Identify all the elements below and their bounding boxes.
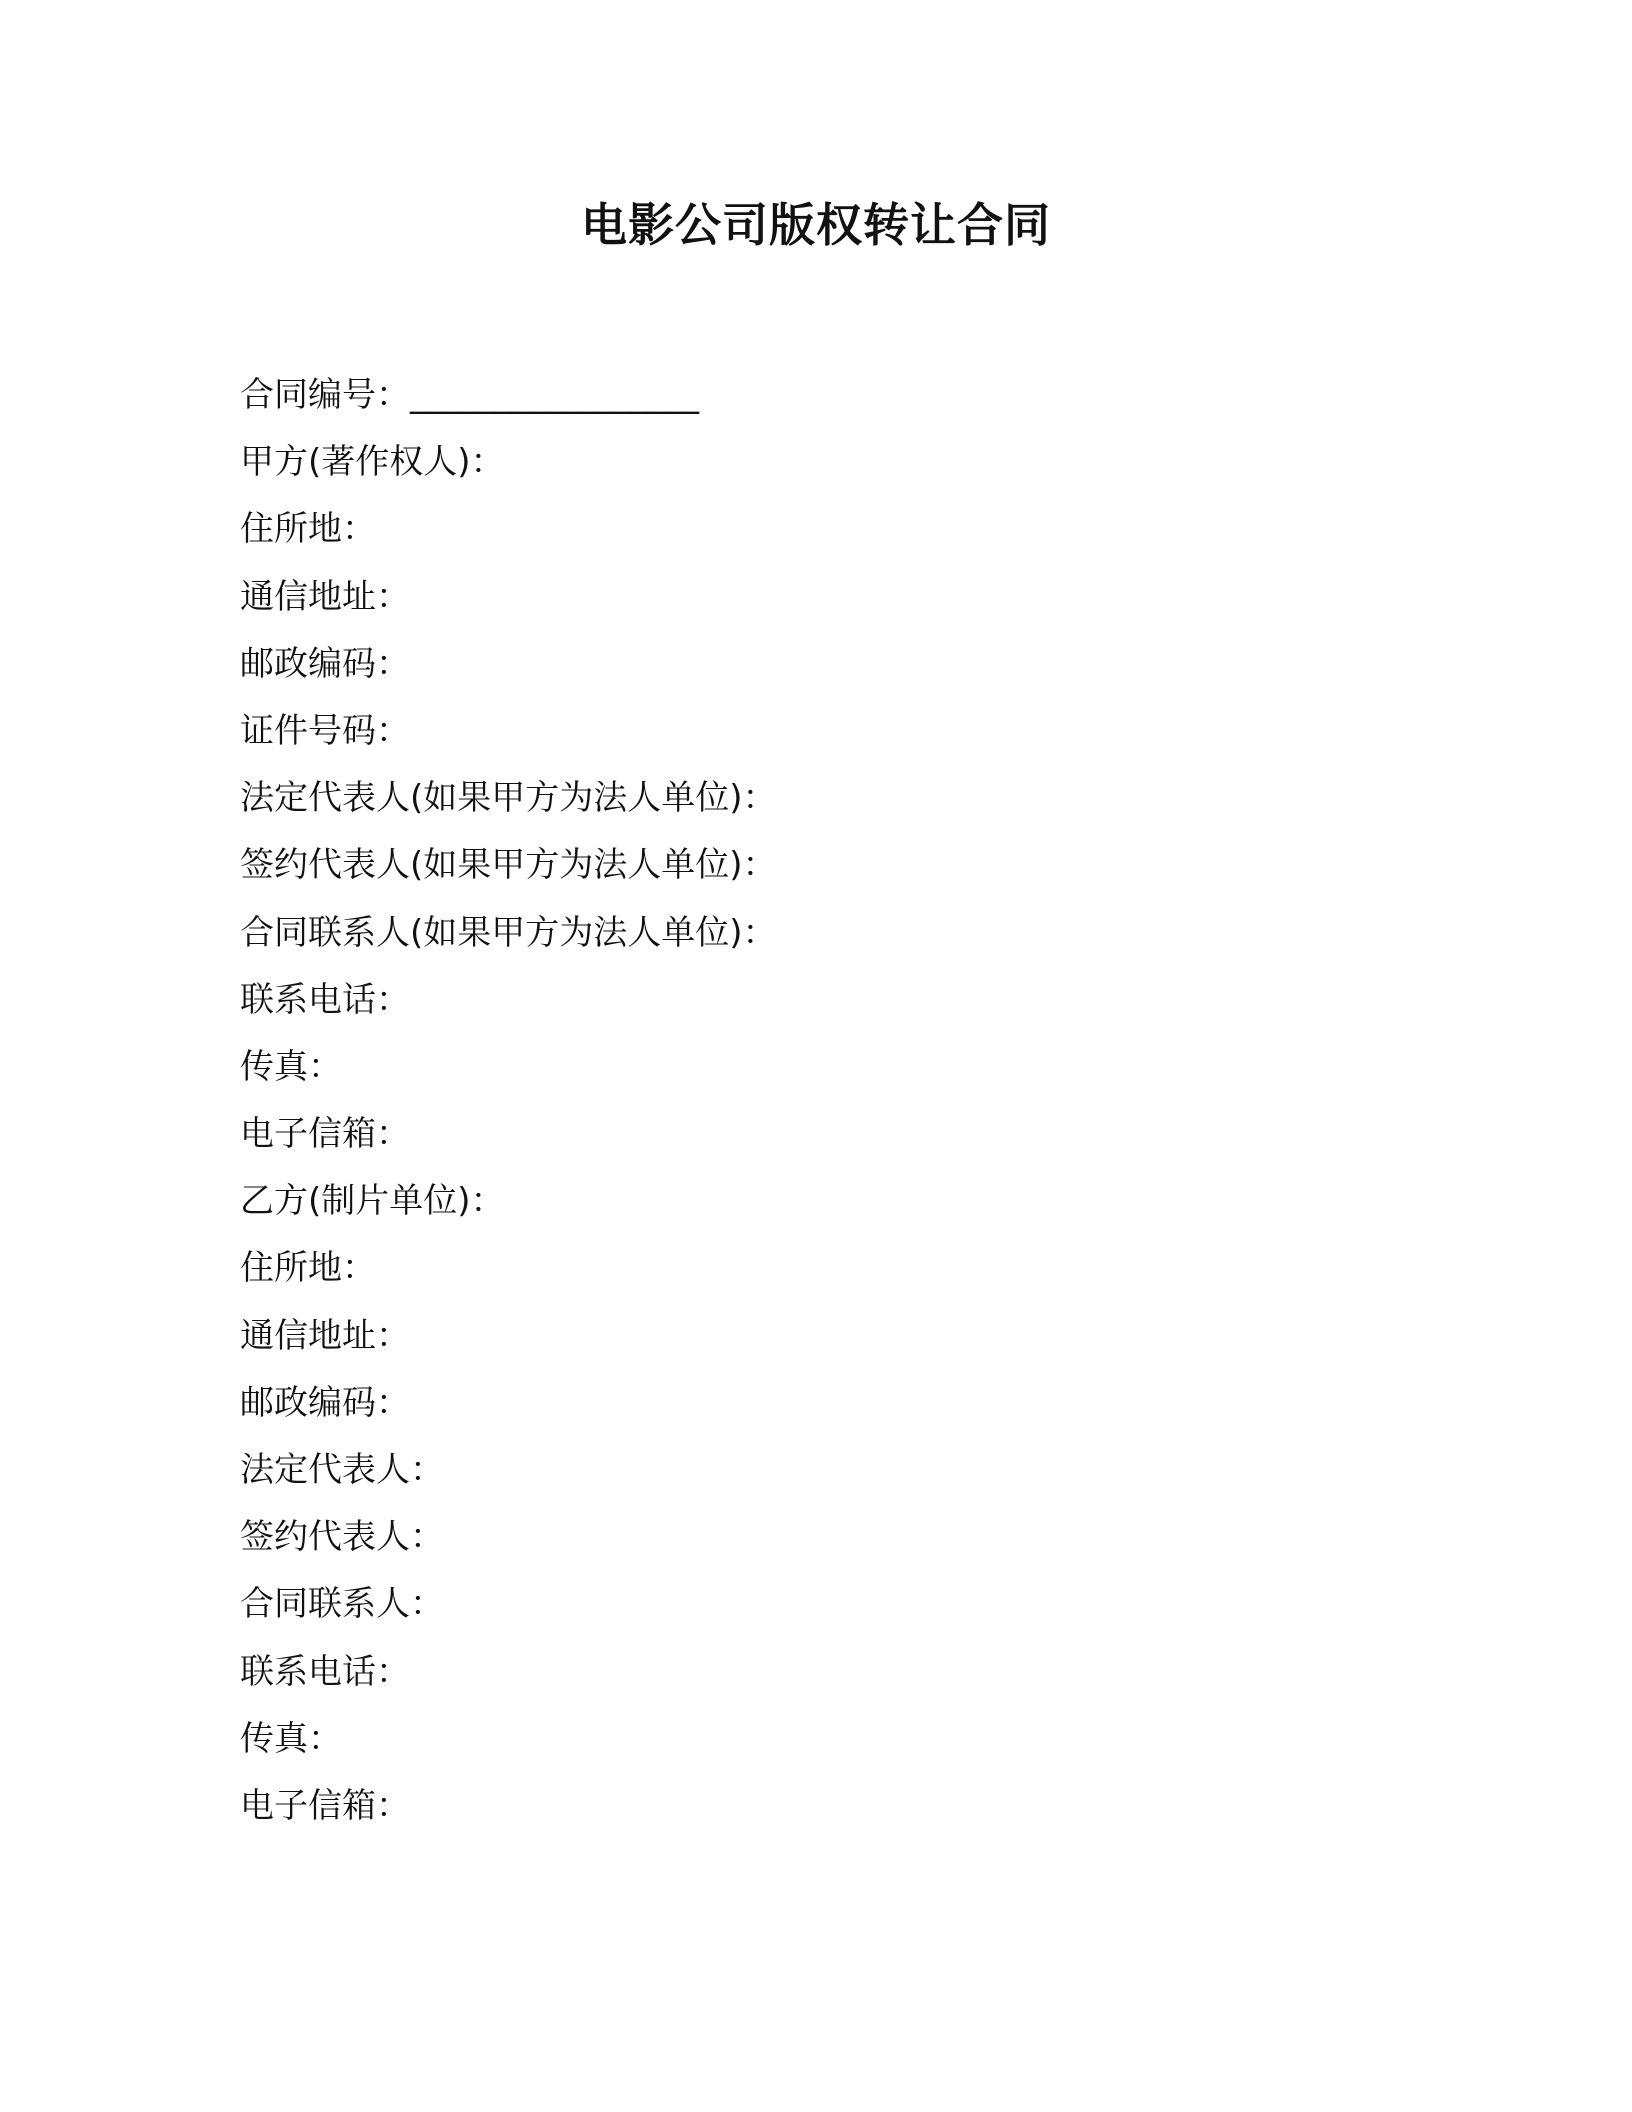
contract-fields (240, 362, 1440, 1840)
party-b-fax: 传真： (240, 1718, 342, 1759)
party-a-email: 电子信箱： (240, 1114, 410, 1155)
party-b-contact-person: 合同联系人： (240, 1584, 444, 1625)
contract-number-label: 合同编号： (240, 375, 410, 415)
party-a-id-number: 证件号码： (240, 710, 410, 751)
party-b-domicile: 住所地： (240, 1248, 376, 1289)
contract-number-blank: _________________ (410, 375, 699, 415)
party-b-postal-code: 邮政编码： (240, 1382, 410, 1423)
party-a-postal-code: 邮政编码： (240, 643, 410, 684)
party-a-phone: 联系电话： (240, 979, 410, 1020)
party-b-signing-representative: 签约代表人： (240, 1517, 444, 1558)
party-a-heading: 甲方(著作权人)： (240, 442, 505, 483)
party-b-legal-representative: 法定代表人： (240, 1450, 444, 1490)
contract-number-line (240, 362, 1440, 429)
party-a-legal-representative: 法定代表人(如果甲方为法人单位)： (240, 778, 777, 819)
party-a-contact-person: 合同联系人(如果甲方为法人单位)： (240, 912, 777, 953)
party-a-mailing-address: 通信地址： (240, 576, 410, 617)
document-title: 电影公司版权转让合同 (581, 198, 1051, 252)
party-b-email: 电子信箱： (240, 1785, 410, 1826)
party-b-mailing-address: 通信地址： (240, 1315, 410, 1356)
party-a-domicile: 住所地： (240, 509, 376, 550)
party-b-phone: 联系电话： (240, 1651, 410, 1692)
party-a-fax: 传真： (240, 1046, 342, 1087)
party-a-signing-representative: 签约代表人(如果甲方为法人单位)： (240, 845, 777, 886)
party-b-heading: 乙方(制片单位)： (240, 1181, 505, 1222)
